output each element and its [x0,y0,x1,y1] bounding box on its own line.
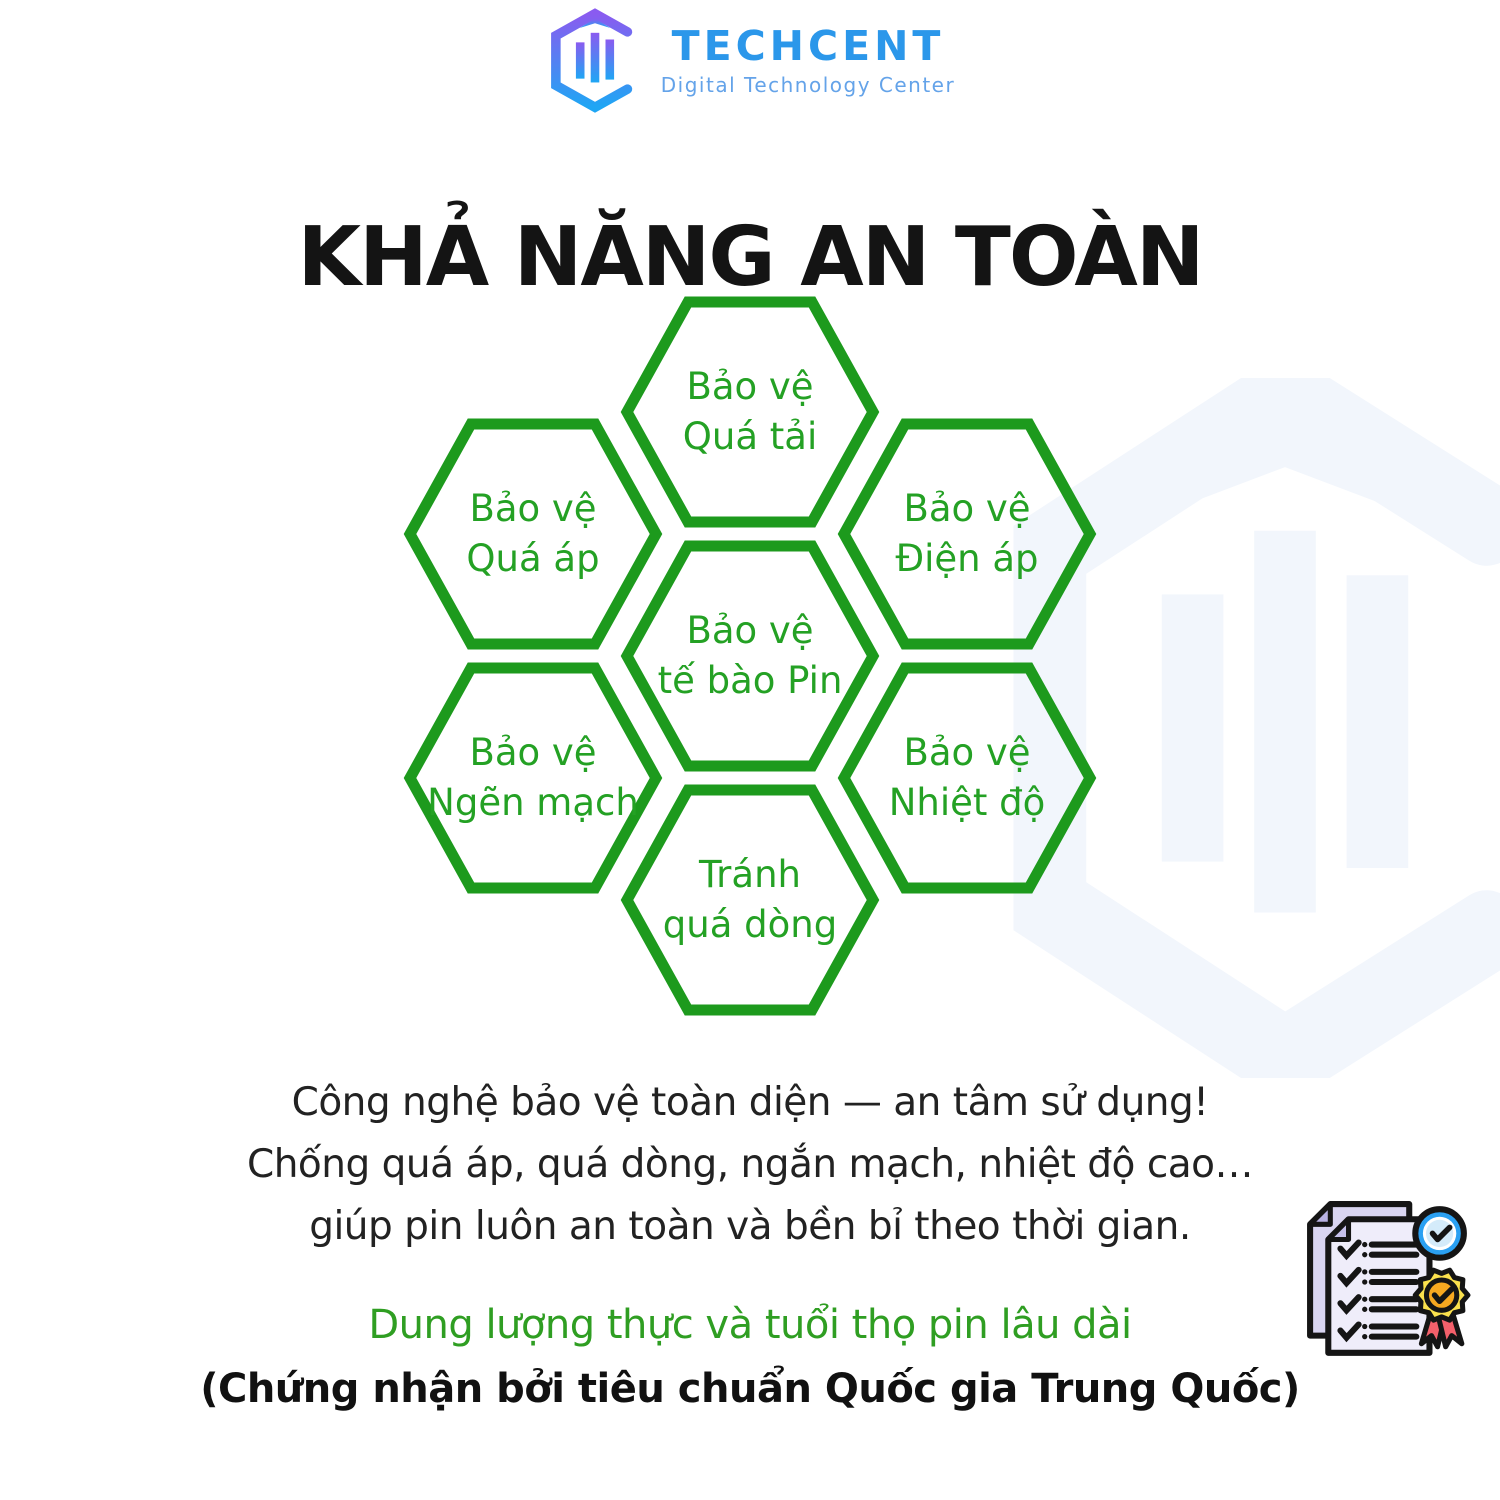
description-line-2: Chống quá áp, quá dòng, ngắn mạch, nhiệt độ cao… [246,1142,1254,1187]
certificate-checklist-badge-icon [1303,1196,1475,1368]
description-line-3: giúp pin luôn an toàn và bền bỉ theo thời gian. [309,1204,1191,1249]
hexagon-label-line: Điện áp [895,537,1039,580]
hexagon-label-line: Bảo vệ [903,731,1031,775]
hexagon-label-line: Nhiệt độ [888,781,1046,824]
description-line-1: Công nghệ bảo vệ toàn diện — an tâm sử dụng! [291,1080,1209,1125]
hexagon-label-line: tế bào Pin [657,659,843,702]
highlight-claim: Dung lượng thực và tuổi thọ pin lâu dài [368,1302,1132,1348]
hexagon-label-line: Ngẽn mạch [427,781,639,824]
description-paragraph [0,1072,1500,1258]
hexagon-label-line: Tránh [699,853,801,897]
hexagon-label-line: quá dòng [662,903,838,946]
hexagon-label-line: Bảo vệ [469,487,597,531]
hexagon-label-line: Bảo vệ [469,731,597,775]
techcent-logo-icon [545,8,645,113]
hexagon-label-line: Quá áp [466,537,600,580]
hexagon-label-line: Bảo vệ [686,365,814,409]
brand-tagline: Digital Technology Center [660,73,956,98]
hexagon-label-line: Bảo vệ [903,487,1031,531]
hexagon-label-line: Quá tải [682,415,818,458]
page-title: KHẢ NĂNG AN TOÀN [297,209,1203,305]
brand-header [0,8,1500,113]
hexagon-label-line: Bảo vệ [686,609,814,653]
hexagon-overcurrent-avoidance [620,783,880,1017]
certification-claim: (Chứng nhận bởi tiêu chuẩn Quốc gia Trung Quốc) [200,1366,1300,1412]
brand-wordmark: TECHCENT [671,21,945,70]
